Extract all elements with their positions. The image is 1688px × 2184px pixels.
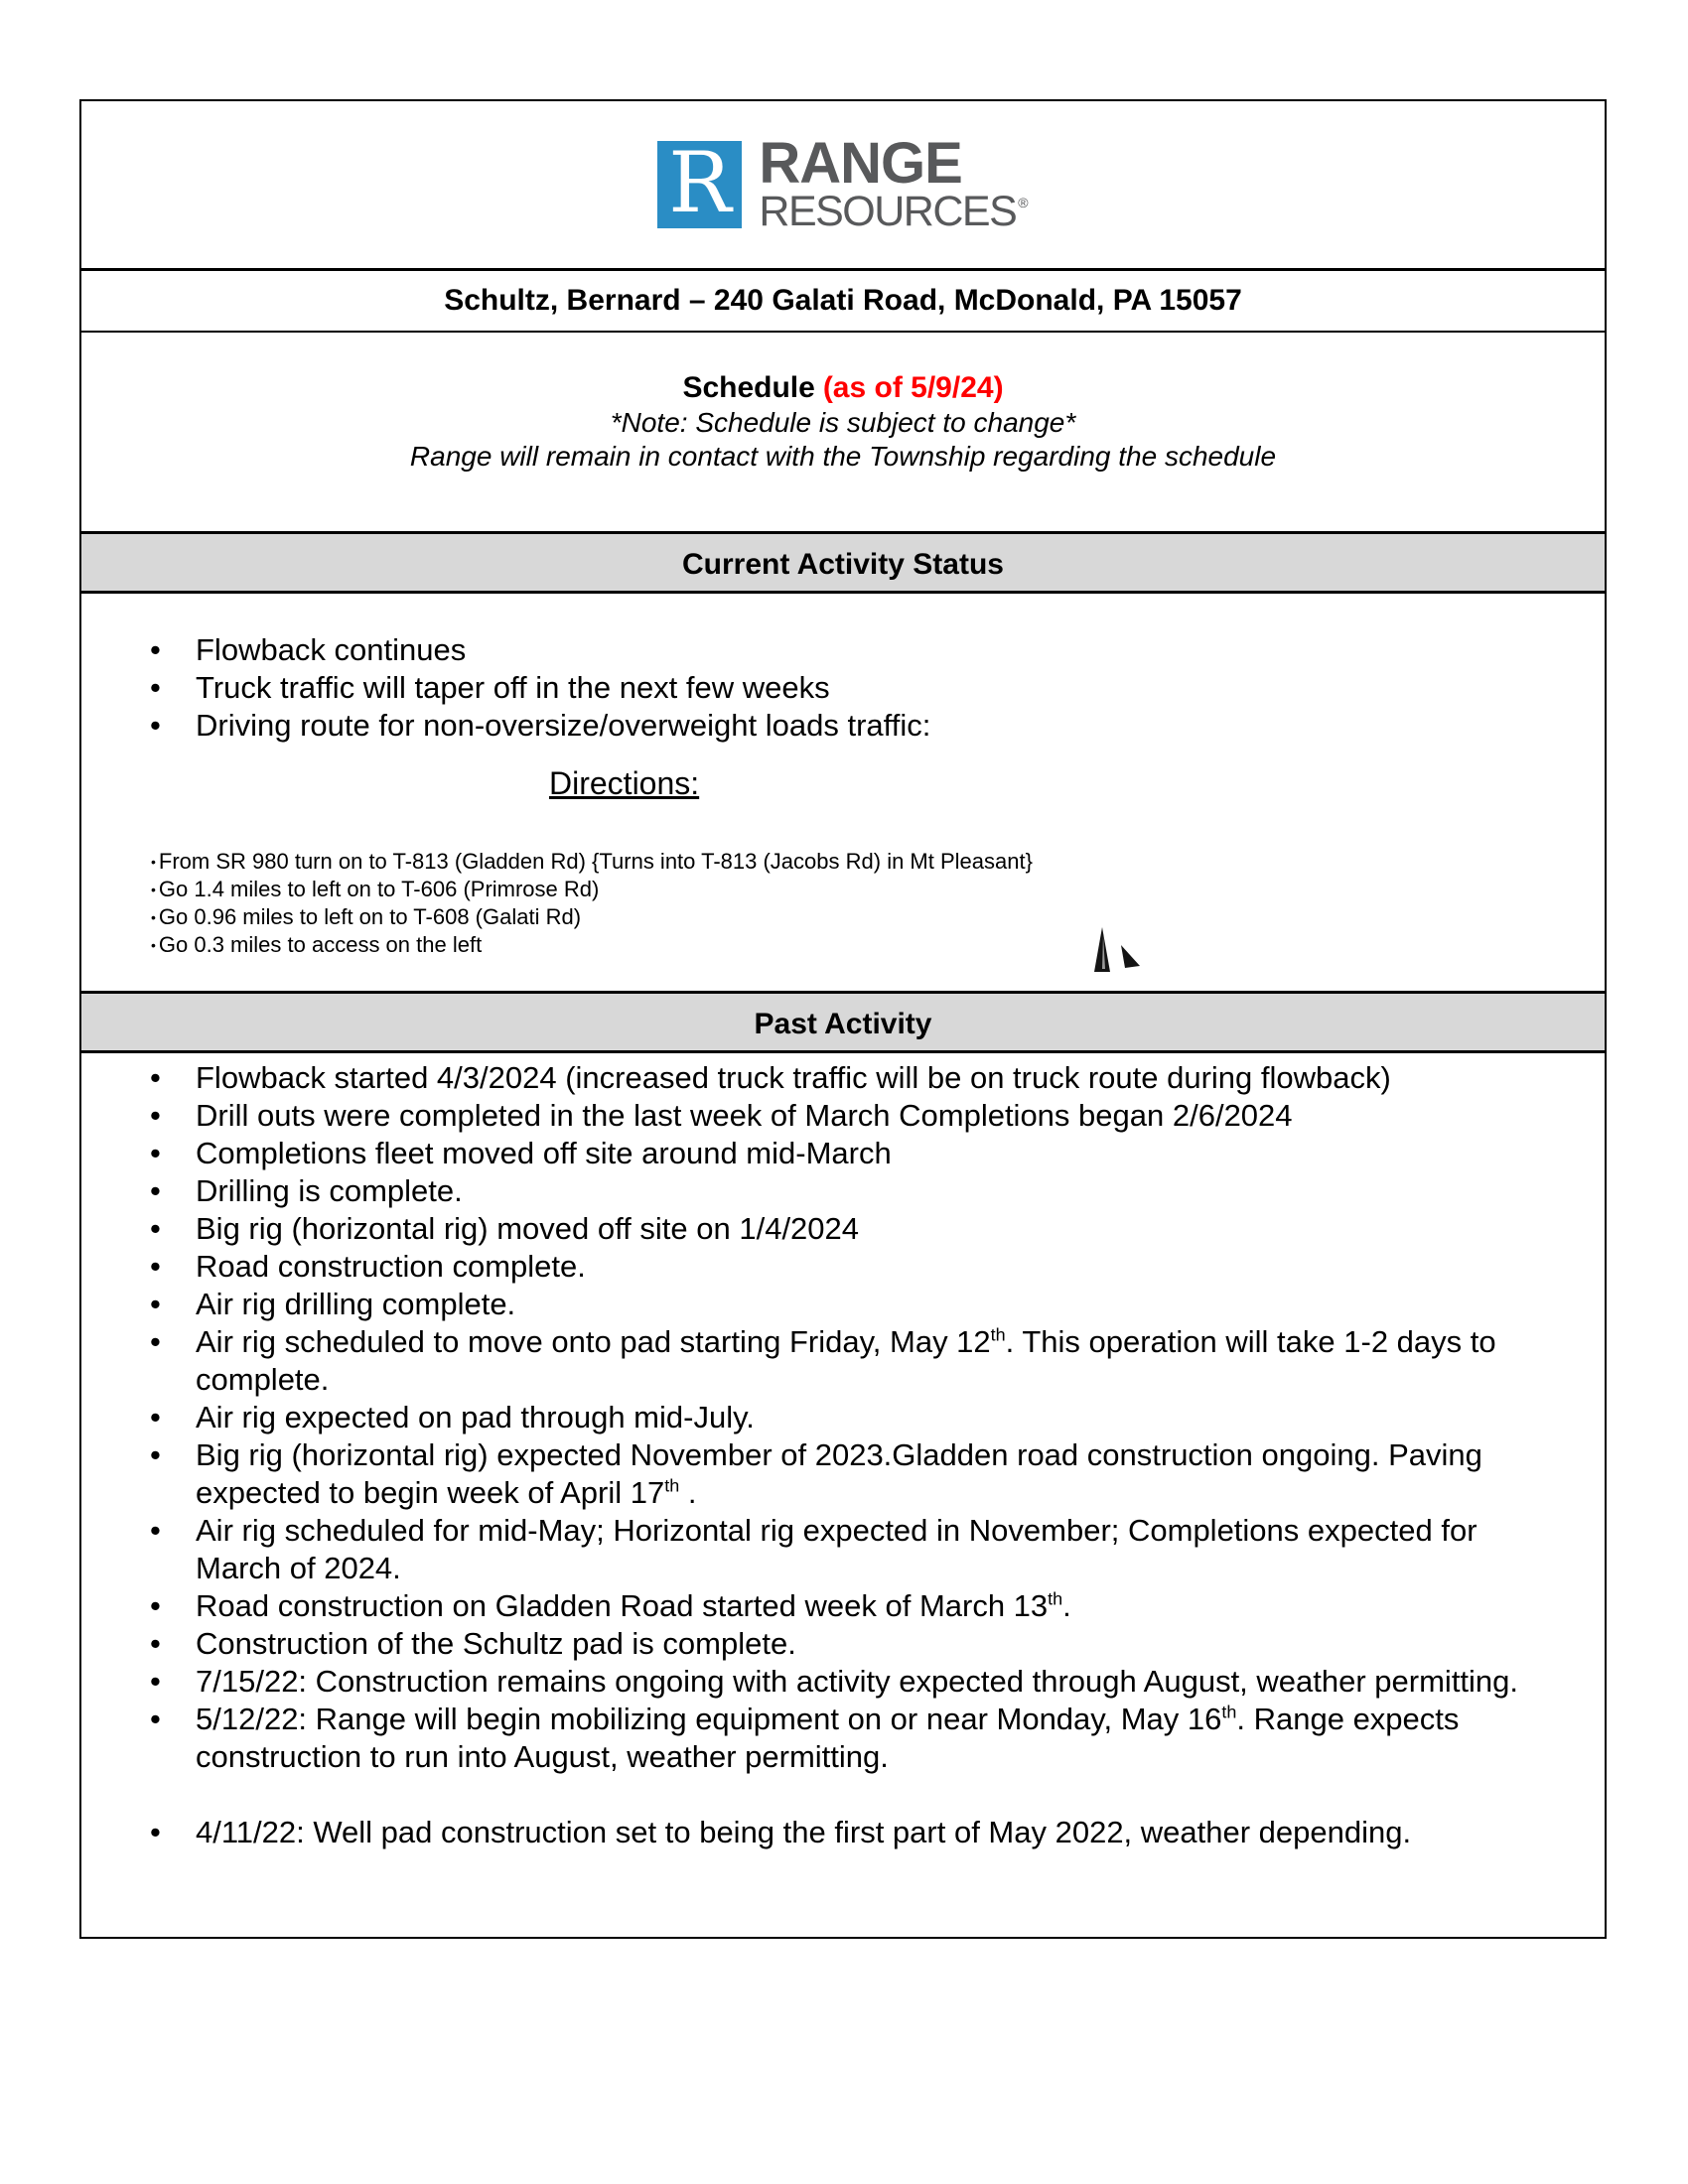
list-item: • Truck traffic will taper off in the next few weeks (196, 669, 1529, 707)
logo-range-text: RANGE (759, 131, 962, 196)
list-item: • 5/12/22: Range will begin mobilizing equipment on or near Monday, May 16th. Range expects construction to run into August, weather permitting. (196, 1701, 1529, 1776)
schedule-note-2: Range will remain in contact with the Township regarding the schedule (409, 441, 1277, 472)
schedule-note-1: *Note: Schedule is subject to change* (610, 407, 1076, 438)
list-item: • Drilling is complete. (196, 1172, 1529, 1210)
list-item: • Road construction complete. (196, 1248, 1529, 1286)
list-item: • Go 0.96 miles to left on to T-608 (Galati Rd) (151, 903, 1529, 931)
schedule-section (81, 331, 1605, 531)
property-title-row (81, 268, 1605, 331)
document-table (79, 99, 1607, 1939)
current-activity-list (81, 631, 1529, 745)
list-item: • Air rig scheduled for mid-May; Horizontal rig expected in November; Completions expected for March of 2024. (196, 1512, 1529, 1587)
logo-r-letter: R (668, 141, 732, 228)
list-item: • 4/11/22: Well pad construction set to being the first part of May 2022, weather depending. (196, 1814, 1529, 1851)
logo-wordmark (759, 131, 1029, 235)
past-activity-list (81, 1059, 1529, 1851)
logo-r-icon (657, 141, 742, 228)
past-activity-section (81, 1053, 1605, 1932)
list-item: • Big rig (horizontal rig) expected November of 2023.Gladden road construction ongoing. Paving expected to begin week of April 17th . (196, 1436, 1529, 1512)
range-resources-logo (657, 131, 1029, 235)
schedule-as-of-date: (as of 5/9/24) (822, 371, 1004, 404)
list-item: • Air rig scheduled to move onto pad starting Friday, May 12th. This operation will take 1-2 days to complete. (196, 1323, 1529, 1399)
list-item: • Big rig (horizontal rig) moved off site on 1/4/2024 (196, 1210, 1529, 1248)
list-item: • From SR 980 turn on to T-813 (Gladden Rd) {Turns into T-813 (Jacobs Rd) in Mt Pleasant} (151, 848, 1529, 876)
list-item: • Driving route for non-oversize/overweight loads traffic: (196, 707, 1529, 745)
list-item: • Construction of the Schultz pad is complete. (196, 1625, 1529, 1663)
property-title: Schultz, Bernard – 240 Galati Road, McDonald, PA 15057 (444, 284, 1242, 317)
current-activity-section (81, 594, 1605, 991)
list-item: • Air rig drilling complete. (196, 1286, 1529, 1323)
list-item: • Drill outs were completed in the last week of March Completions began 2/6/2024 (196, 1097, 1529, 1135)
past-activity-banner (81, 991, 1605, 1053)
past-activity-title: Past Activity (754, 1007, 932, 1040)
list-item: • Go 1.4 miles to left on to T-606 (Primrose Rd) (151, 876, 1529, 903)
logo-resources-text: RESOURCES (759, 188, 1017, 235)
list-item: • Completions fleet moved off site around mid-March (196, 1135, 1529, 1172)
directions-list (81, 848, 1529, 959)
list-item: • Flowback started 4/3/2024 (increased truck traffic will be on truck route during flowback) (196, 1059, 1529, 1097)
list-item: • Road construction on Gladden Road started week of March 13th. (196, 1587, 1529, 1625)
current-activity-banner (81, 531, 1605, 594)
list-item: • Flowback continues (196, 631, 1529, 669)
registered-trademark-mark: ® (1018, 195, 1029, 210)
schedule-heading-line (81, 370, 1605, 406)
list-item: • Go 0.3 miles to access on the left (151, 931, 1529, 959)
logo-section (81, 101, 1605, 268)
list-item: • Air rig expected on pad through mid-July. (196, 1399, 1529, 1436)
cursor-artifact-icon (1090, 925, 1150, 977)
current-activity-title: Current Activity Status (682, 547, 1004, 581)
directions-heading: Directions: (549, 765, 700, 801)
list-item: • 7/15/22: Construction remains ongoing with activity expected through August, weather permitting. (196, 1663, 1529, 1701)
schedule-heading: Schedule (682, 371, 815, 404)
